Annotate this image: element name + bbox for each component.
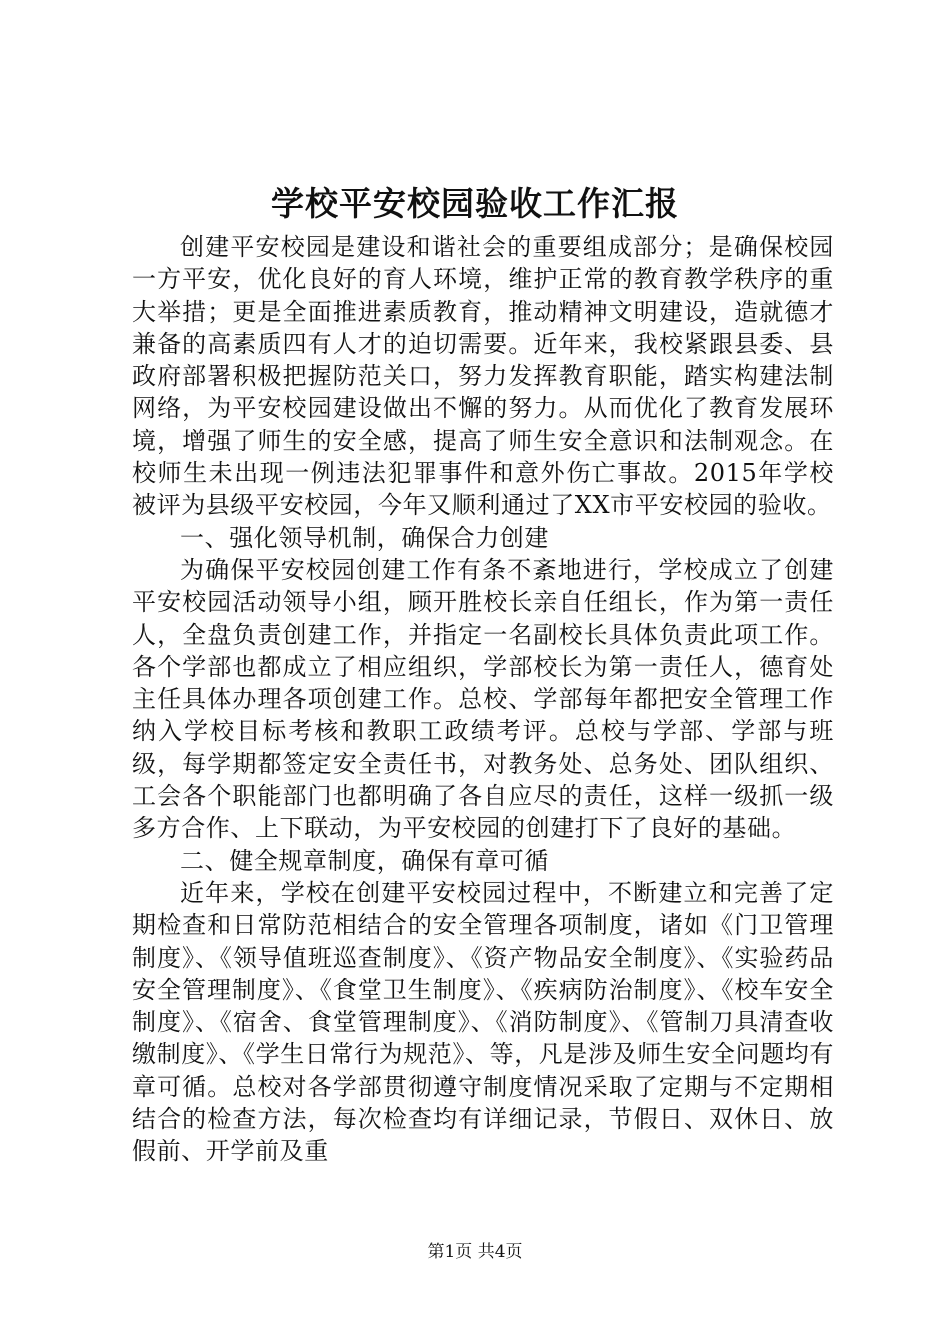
document-body [132,231,834,1168]
section-heading-1: 一、强化领导机制，确保合力创建 [180,523,549,552]
document-title: 学校平安校园验收工作汇报 [271,184,679,223]
section-2-paragraph: 近年来，学校在创建平安校园过程中，不断建立和完善了定期检查和日常防范相结合的安全管理各项制度，诸如《门卫管理制度》、《领导值班巡查制度》、《资产物品安全制度》、《实验药品安全管理制度》、《食堂卫生制度》、《疾病防治制度》、《校车安全制度》、《宿舍、食堂管理制度》、《消防制度》、《管制刀具清查收缴制度》、《学生日常行为规范》、等，凡是涉及师生安全问题均有章可循。总校对各学部贯彻遵守制度情况采取了定期与不定期相结合的检查方法，每次检查均有详细记录，节假日、双休日、放假前、开学前及重 [132,878,834,1166]
page-number-footer: 第1页 共4页 [427,1242,523,1262]
section-1-paragraph: 为确保平安校园创建工作有条不紊地进行，学校成立了创建平安校园活动领导小组，顾开胜校长亲自任组长，作为第一责任人，全盘负责创建工作，并指定一名副校长具体负责此项工作。各个学部也都成立了相应组织，学部校长为第一责任人，德育处主任具体办理各项创建工作。总校、学部每年都把安全管理工作纳入学校目标考核和教职工政绩考评。总校与学部、学部与班级，每学期都签定安全责任书，对教务处、总务处、团队组织、工会各个职能部门也都明确了各自应尽的责任，这样一级抓一级多方合作、上下联动，为平安校园的创建打下了良好的基础。 [132,555,834,843]
section-heading-2: 二、健全规章制度，确保有章可循 [180,846,549,875]
intro-paragraph: 创建平安校园是建设和谐社会的重要组成部分；是确保校园一方平安，优化良好的育人环境，维护正常的教育教学秩序的重大举措；更是全面推进素质教育，推动精神文明建设，造就德才兼备的高素质四有人才的迫切需要。近年来，我校紧跟县委、县政府部署积极把握防范关口，努力发挥教育职能，踏实构建法制网络，为平安校园建设做出不懈的努力。从而优化了教育发展环境，增强了师生的安全感，提高了师生安全意识和法制观念。在校师生未出现一例违法犯罪事件和意外伤亡事故。2015年学校被评为县级平安校园，今年又顺利通过了XX市平安校园的验收。 [132,233,834,520]
